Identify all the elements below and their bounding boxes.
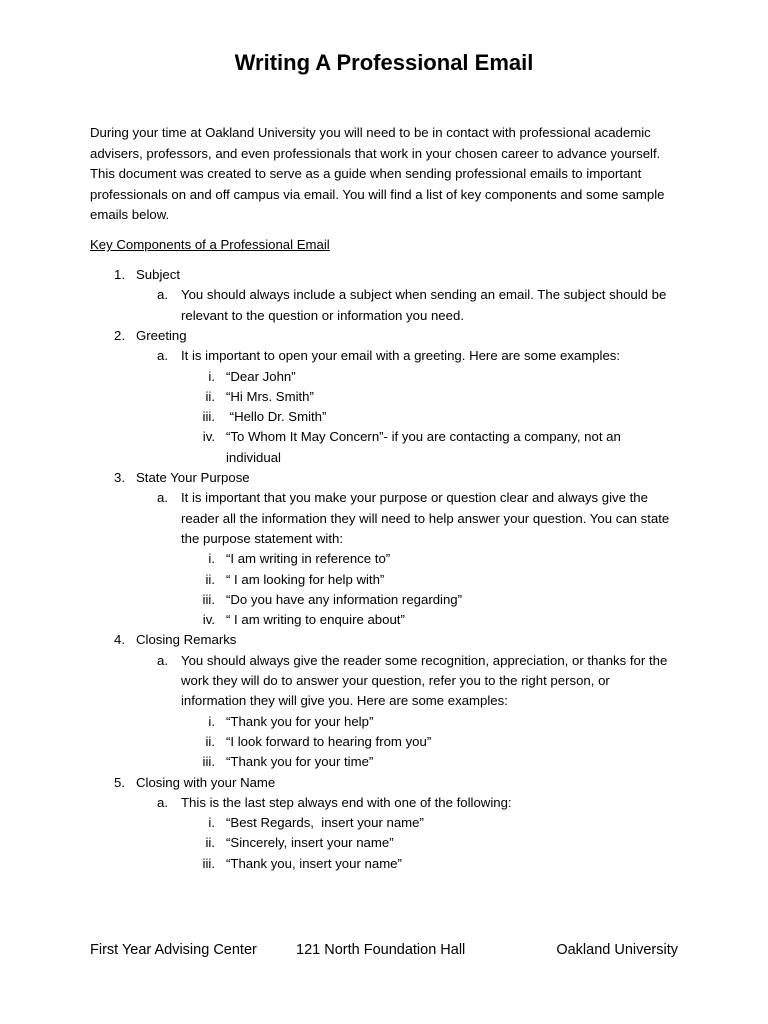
page-title: Writing A Professional Email bbox=[234, 50, 534, 75]
component-subitem-text: It is important to open your email with a greeting. Here are some examples: bbox=[181, 348, 621, 364]
example-item-marker: i. bbox=[208, 368, 215, 384]
example-item-marker: ii. bbox=[205, 835, 215, 851]
example-item-marker: iii. bbox=[202, 855, 215, 871]
example-item-marker: iv. bbox=[202, 612, 215, 628]
component-subitem-text: You should always include a subject when sending an email. The subject should be relevant to the question or information you need. bbox=[181, 287, 671, 323]
component-item-text: State Your Purpose bbox=[136, 470, 250, 485]
footer-right: Oakland University bbox=[556, 942, 678, 958]
footer-left: First Year Advising Center bbox=[90, 942, 257, 958]
example-item-text: “Do you have any information regarding” bbox=[226, 591, 463, 607]
example-item-text: “Hello Dr. Smith” bbox=[226, 409, 327, 425]
example-item-marker: ii. bbox=[205, 571, 215, 587]
example-item-text: “I am writing in reference to” bbox=[226, 551, 391, 567]
component-subitem-marker: a. bbox=[157, 287, 168, 303]
example-item-text: “To Whom It May Concern”- if you are contacting a company, not an individual bbox=[226, 429, 625, 465]
example-item-marker: i. bbox=[208, 551, 215, 567]
footer-center: 121 North Foundation Hall bbox=[296, 942, 466, 958]
example-item-text: “Dear John” bbox=[226, 368, 296, 384]
component-subitem-marker: a. bbox=[157, 652, 168, 668]
example-item-text: “Thank you for your help” bbox=[226, 713, 374, 729]
component-subitem-marker: a. bbox=[157, 348, 168, 364]
component-item-marker: 3. bbox=[114, 470, 125, 485]
example-item-text: “Best Regards, insert your name” bbox=[226, 815, 424, 831]
component-item-marker: 1. bbox=[114, 267, 125, 282]
section-heading: Key Components of a Professional Email bbox=[90, 237, 330, 252]
example-item-marker: ii. bbox=[205, 388, 215, 404]
component-subitem-text: This is the last step always end with one of the following: bbox=[181, 794, 512, 810]
example-item-marker: iii. bbox=[202, 754, 215, 770]
component-subitem-text: It is important that you make your purpose or question clear and always give the reader all the information they will need to help answer your question. You can state the purpose statement with: bbox=[181, 490, 673, 546]
example-item-text: “ I am writing to enquire about” bbox=[226, 612, 405, 628]
example-item-marker: i. bbox=[208, 815, 215, 831]
component-item-text: Closing Remarks bbox=[136, 632, 237, 648]
example-item-marker: i. bbox=[208, 713, 215, 729]
component-item-marker: 4. bbox=[114, 632, 125, 648]
intro-paragraph: During your time at Oakland University you will need to be in contact with professional academic advisers, professors, and even professionals that work in your chosen career to advance yourself. This document was created to serve as a guide when sending professional emails to important professionals on and off campus via email. You will find a list of key components and some sample emails below. bbox=[90, 125, 665, 222]
example-item-text: “Hi Mrs. Smith” bbox=[226, 388, 314, 404]
example-item-text: “I look forward to hearing from you” bbox=[226, 733, 432, 749]
component-item-marker: 5. bbox=[114, 774, 125, 790]
example-item-text: “Sincerely, insert your name” bbox=[226, 835, 394, 851]
component-item-marker: 2. bbox=[114, 327, 125, 343]
component-subitem-text: You should always give the reader some recognition, appreciation, or thanks for the work they will do to answer your question, refer you to the right person, or information they will give you. Here are some examples: bbox=[181, 652, 671, 709]
example-item-marker: ii. bbox=[205, 733, 215, 749]
example-item-text: “Thank you, insert your name” bbox=[226, 855, 402, 871]
example-item-marker: iv. bbox=[202, 429, 215, 445]
component-item-text: Greeting bbox=[136, 327, 187, 343]
example-item-marker: iii. bbox=[202, 409, 215, 425]
example-item-text: “Thank you for your time” bbox=[226, 754, 374, 770]
example-item-text: “ I am looking for help with” bbox=[226, 571, 385, 587]
component-item-text: Subject bbox=[136, 267, 180, 282]
component-item-text: Closing with your Name bbox=[136, 774, 276, 790]
example-item-marker: iii. bbox=[202, 591, 215, 607]
component-subitem-marker: a. bbox=[157, 794, 168, 810]
component-subitem-marker: a. bbox=[157, 490, 168, 506]
